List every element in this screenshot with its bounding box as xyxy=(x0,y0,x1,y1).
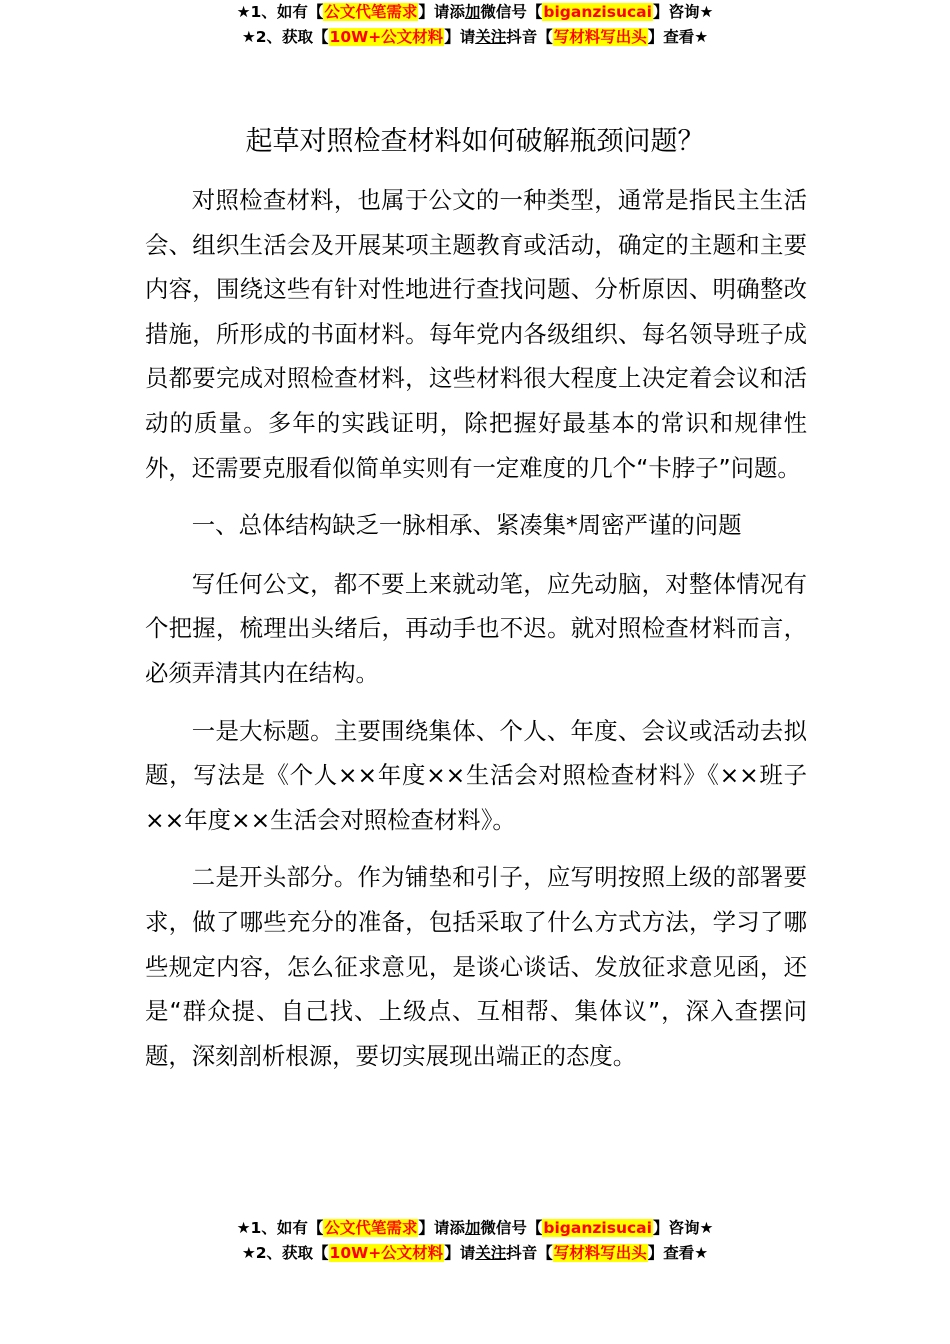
header-banner xyxy=(0,0,950,50)
banner-text: ★2、获取【 xyxy=(241,1244,329,1262)
banner-text: 微信号【 xyxy=(480,1219,543,1237)
banner-text: 抖音【 xyxy=(506,28,553,46)
banner-highlight: 10W+公文材料 xyxy=(329,1244,444,1262)
footer-banner xyxy=(0,1216,950,1266)
banner-text: 】请 xyxy=(444,28,476,46)
banner-text: 】请 xyxy=(444,1244,476,1262)
banner-line-2 xyxy=(0,25,950,50)
banner-text: ★2、获取【 xyxy=(241,28,329,46)
banner-line-2 xyxy=(0,1241,950,1266)
banner-text: 】咨询★ xyxy=(652,1219,714,1237)
banner-underlined-text: 加 xyxy=(464,3,481,21)
banner-line-1 xyxy=(0,1216,950,1241)
document-body xyxy=(145,178,807,1091)
banner-highlight: biganzisucai xyxy=(543,1219,652,1237)
body-paragraph: 二是开头部分。作为铺垫和引子，应写明按照上级的部署要求，做了哪些充分的准备，包括采取了什么方式方法，学习了哪些规定内容，怎么征求意见，是谈心谈话、发放征求意见函，还是“群众提、自己找、上级点、互相帮、集体议”，深入查摆问题，深刻剖析根源，要切实展现出端正的态度。 xyxy=(145,863,807,1070)
body-paragraph: 一是大标题。主要围绕集体、个人、年度、会议或活动去拟题，写法是《个人××年度××生活会对照检查材料》《××班子××年度××生活会对照检查材料》。 xyxy=(145,716,807,834)
banner-text: ★1、如有【 xyxy=(236,1219,324,1237)
body-paragraph: 对照检查材料，也属于公文的一种类型，通常是指民主生活会、组织生活会及开展某项主题教育或活动，确定的主题和主要内容，围绕这些有针对性地进行查找问题、分析原因、明确整改措施，所形成的书面材料。每年党内各级组织、每名领导班子成员都要完成对照检查材料，这些材料很大程度上决定着会议和活动的质量。多年的实践证明，除把握好最基本的常识和规律性外，还需要克服看似简单实则有一定难度的几个“卡脖子”问题。 xyxy=(145,186,807,482)
section-heading: 一、总体结构缺乏一脉相承、紧凑集*周密严谨的问题 xyxy=(191,511,742,540)
document-title: 起草对照检查材料如何破解瓶颈问题？ xyxy=(245,126,705,157)
banner-underlined-text: 加 xyxy=(464,1219,481,1237)
banner-highlight: 写材料写出头 xyxy=(553,1244,647,1262)
banner-highlight: biganzisucai xyxy=(543,3,652,21)
banner-line-1 xyxy=(0,0,950,25)
banner-underlined-text: 关注 xyxy=(475,1244,507,1262)
banner-highlight: 公文代笔需求 xyxy=(324,1219,418,1237)
banner-highlight: 写材料写出头 xyxy=(553,28,647,46)
banner-text: 】请添 xyxy=(418,1219,465,1237)
banner-text: 微信号【 xyxy=(480,3,543,21)
banner-text: 抖音【 xyxy=(506,1244,553,1262)
body-paragraph: 写任何公文，都不要上来就动笔，应先动脑，对整体情况有个把握，梳理出头绪后，再动手也不迟。就对照检查材料而言，必须弄清其内在结构。 xyxy=(145,569,807,687)
banner-underlined-text: 关注 xyxy=(475,28,507,46)
banner-text: 】查看★ xyxy=(647,1244,709,1262)
banner-highlight: 10W+公文材料 xyxy=(329,28,444,46)
banner-text: ★1、如有【 xyxy=(236,3,324,21)
banner-text: 】请添 xyxy=(418,3,465,21)
banner-text: 】查看★ xyxy=(647,28,709,46)
banner-highlight: 公文代笔需求 xyxy=(324,3,418,21)
banner-text: 】咨询★ xyxy=(652,3,714,21)
